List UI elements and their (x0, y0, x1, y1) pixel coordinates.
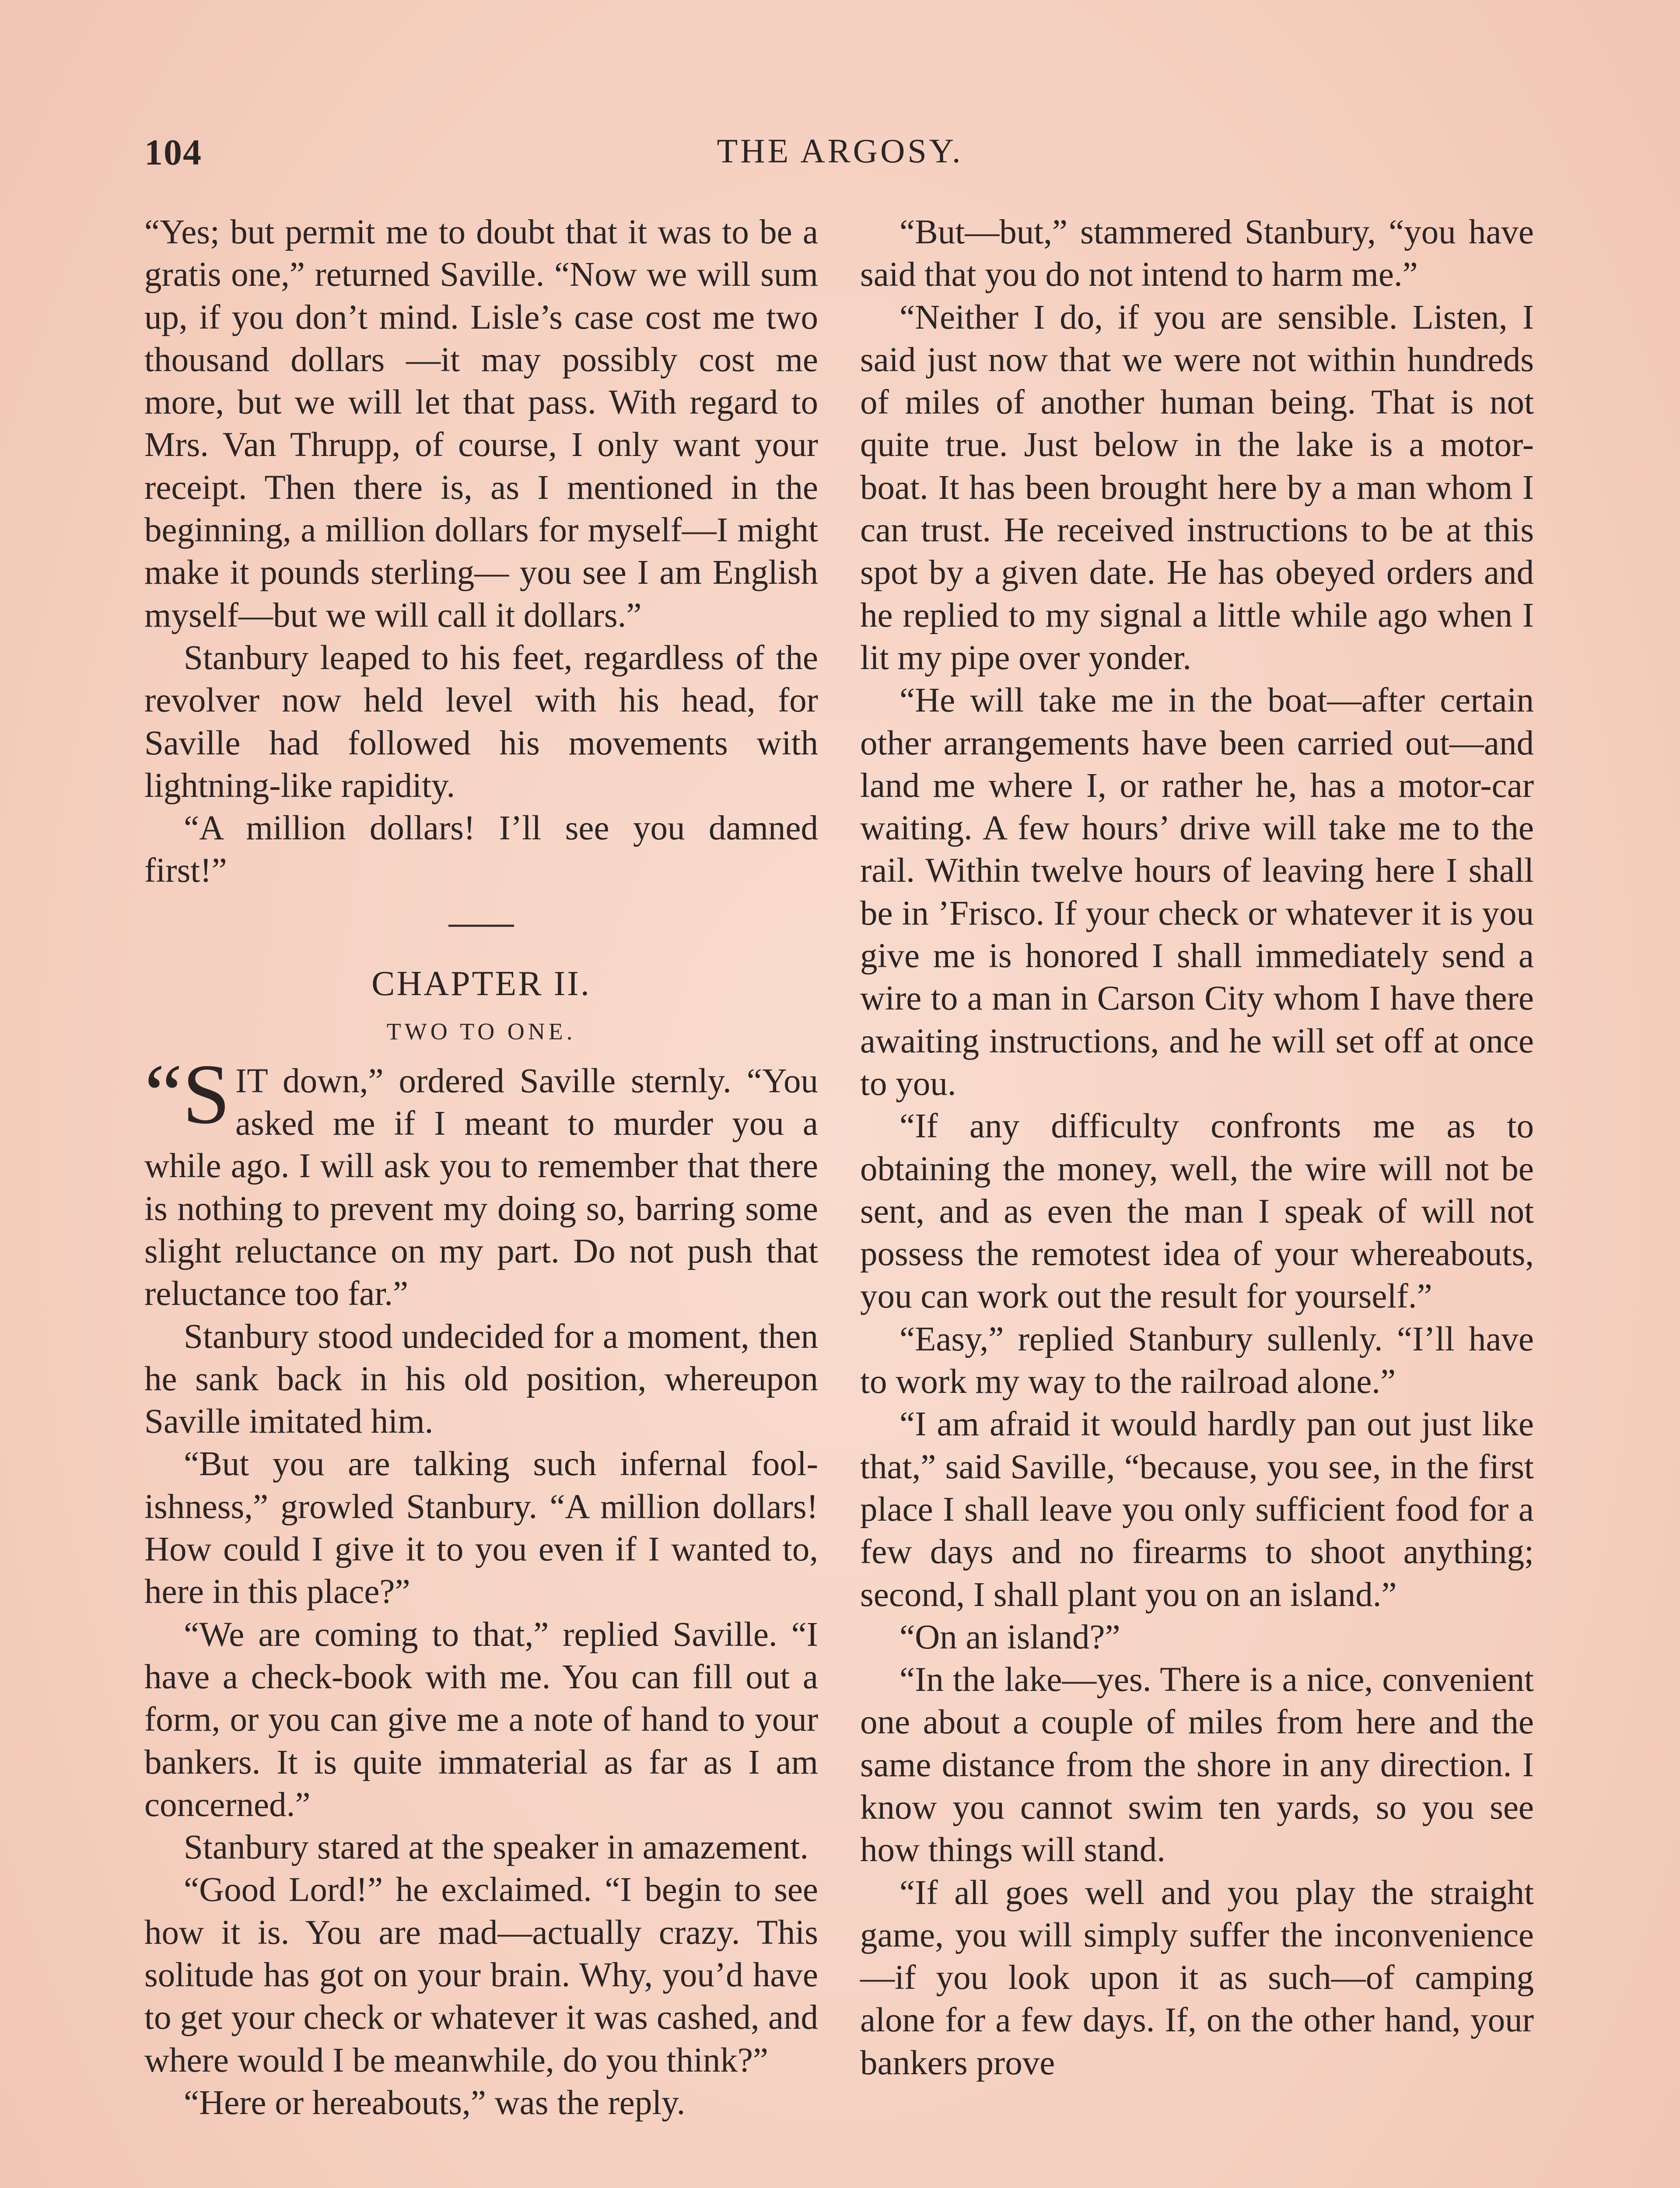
section-divider (448, 925, 514, 927)
paragraph-dropcap (144, 1046, 818, 1315)
paragraph-text: IT down,” ordered Saville sternly. “You asked me if I meant to murder you a while ago. I will ask you to remember that there is nothing to prevent my doing so, barring some slight reluctance on my part. Do not push that reluctance too far.” (144, 1062, 818, 1313)
paragraph: “If any difficulty confronts me as to obtaining the money, well, the wire will not be sent, and as even the man I speak of will not possess the remotest idea of your whereabouts, you can work out the result for yourself.” (860, 1107, 1534, 1316)
page-number: 104 (144, 132, 202, 173)
running-title: THE ARGOSY. (717, 132, 963, 170)
right-column (860, 211, 1534, 2084)
paragraph: “We are coming to that,” replied Saville. “I have a check-book with me. You can fill out a form, or you can give me a note of hand to your bankers. It is quite immaterial as far as I am concerned.” (144, 1615, 818, 1824)
paragraph: “A million dollars! I’ll see you damned first!” (144, 809, 818, 890)
paragraph: “Neither I do, if you are sensible. Listen, I said just now that we were not within hundreds of miles of another human being. That is not quite true. Just below in the lake is a motor-boat. It has been brought here by a man whom I can trust. He received instructions to be at this spot by a given date. He has obeyed orders and he replied to my signal a little while ago when I lit my pipe over yonder. (860, 298, 1534, 677)
left-column (144, 211, 818, 2124)
paragraph: Stanbury stared at the speaker in amazement. (184, 1828, 809, 1867)
paragraph: “Good Lord!” he exclaimed. “I begin to see how it is. You are mad—actually crazy. This solitude has got on your brain. Why, you’d have to get your check or whatever it was cashed, and where would I be meanwhile, do you think?” (144, 1871, 818, 2079)
paragraph: Stanbury stood undecided for a moment, then he sank back in his old position, whereupon Saville imitated him. (144, 1317, 818, 1441)
paragraph: “He will take me in the boat—after certain other arrangements have been carried out—and land me where I, or rather he, has a motor-car waiting. A few hours’ drive will take me to the rail. Within twelve hours of leaving here I shall be in ’Frisco. If your check or whatever it is you give me is honored I shall immediately send a wire to a man in Carson City whom I have there awaiting instructions, and he will set off at once to you. (860, 681, 1534, 1103)
chapter-title: CHAPTER II. (371, 964, 591, 1003)
paragraph: “But you are talking such infernal foolishness,” growled Stanbury. “A million dollars! How could I give it to you even if I wanted to, here in this place?” (144, 1445, 818, 1611)
drop-cap (144, 1046, 231, 1142)
paragraph: “I am afraid it would hardly pan out just like that,” said Saville, “because, you see, in the first place I shall leave you only sufficient food for a few days and no firearms to shoot anything; second, I shall plant you on an island.” (860, 1405, 1534, 1614)
paragraph: “But—but,” stammered Stanbury, “you have said that you do not intend to harm me.” (860, 213, 1534, 294)
chapter-subtitle: TWO TO ONE. (386, 1018, 576, 1045)
paragraph: “Yes; but permit me to doubt that it was to be a gratis one,” returned Saville. “Now we will sum up, if you don’t mind. Lisle’s case cost me two thousand dollars —it may possibly cost me more, but we will let that pass. With regard to Mrs. Van Thrupp, of course, I only want your receipt. Then there is, as I mentioned in the beginning, a million dollars for myself—I might make it pounds sterling— you see I am English myself—but we will call it dollars.” (144, 213, 818, 635)
paragraph: “Easy,” replied Stanbury sullenly. “I’ll have to work my way to the railroad alone.” (860, 1320, 1534, 1401)
paragraph: Stanbury leaped to his feet, regardless of the revolver now held level with his head, for Saville had followed his movements with lightning-like rapidity. (144, 638, 818, 805)
paragraph: “In the lake—yes. There is a nice, convenient one about a couple of miles from here and the same distance from the shore in any direction. I know you cannot swim ten yards, so you see how things will stand. (860, 1661, 1534, 1869)
drop-cap-letter: S (182, 1046, 231, 1142)
paragraph: “On an island?” (900, 1618, 1120, 1656)
paragraph: “Here or hereabouts,” was the reply. (184, 2083, 686, 2122)
drop-cap-quote: “ (144, 1046, 182, 1142)
paragraph: “If all goes well and you play the straight game, you will simply suffer the inconvenience—if you look upon it as such—of camping alone for a few days. If, on the other hand, your bankers prove (860, 1873, 1534, 2082)
page-header (144, 131, 1536, 184)
